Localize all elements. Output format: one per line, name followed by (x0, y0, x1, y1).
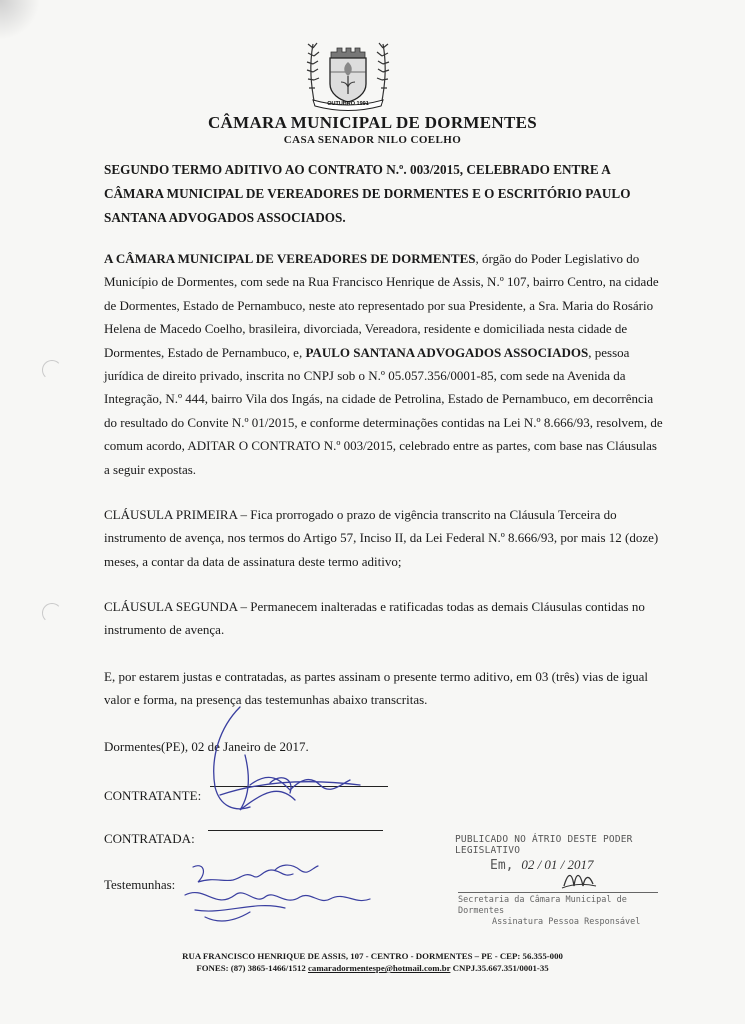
scan-shadow (0, 0, 40, 40)
document-title: SEGUNDO TERMO ADITIVO AO CONTRATO N.º. 003/2015, CELEBRADO ENTRE A CÂMARA MUNICIPAL DE VEREADORES DE DORMENTES E O ESCRITÓRIO PAULO SANTANA ADVOGADOS ASSOCIADOS. (104, 162, 631, 225)
institution-subtitle: CASA SENADOR NILO COELHO (283, 134, 462, 146)
stamp-initials-icon (560, 868, 600, 892)
contratada-label: CONTRATADA: (104, 831, 195, 846)
punch-hole (42, 360, 62, 380)
footer-contacts (0, 962, 745, 974)
footer-phones: FONES: (87) 3865-1466/1512 (196, 963, 309, 973)
clause-second: CLÁUSULA SEGUNDA – Permanecem inalteradas e ratificadas todas as demais Cláusulas contidas no instrumento de avença. (104, 599, 645, 638)
contratante-signature-icon (200, 695, 380, 845)
intro-text-part-two: , pessoa jurídica de direito privado, inscrita no CNPJ sob o N.º 05.057.356/0001-85, com sede na Avenida da Integração, N.º 444, bairro Vila dos Ingás, na cidade de Petrolina, Estado de Pernambuco, em decorrência do resultado do Convite N.º 01/2015, e conforme determinações contidas na Lei N.º 8.666/93, resolvem, de comum acordo, ADITAR O CONTRATO N.º 003/2015, celebrado entre as partes, com base nas Cláusulas a seguir expostas. (104, 344, 663, 477)
intro-paragraph (104, 247, 664, 481)
publication-stamp-title: PUBLICADO NO ÁTRIO DESTE PODER LEGISLATIVO (455, 834, 633, 856)
clause-first: CLÁUSULA PRIMEIRA – Fica prorrogado o prazo de vigência transcrito na Cláusula Terceira do instrumento de avença, nos termos do Artigo 57, Inciso II, da Lei Federal N.º 8.666/93, por mais 12 (doze) meses, a contar da data de assinatura deste termo aditivo; (104, 507, 659, 569)
seal-ribbon-text: OUTUBRO 1991 (327, 101, 369, 107)
institution-name: CÂMARA MUNICIPAL DE DORMENTES (207, 113, 538, 132)
footer-cnpj: CNPJ.35.667.351/0001-35 (450, 963, 549, 973)
closing-paragraph: E, por estarem justas e contratadas, as partes assinam o presente termo aditivo, em 03 (três) vias de igual valor e forma, na presença das testemunhas abaixo transcritas. (104, 669, 649, 708)
punch-hole (42, 603, 62, 623)
stamp-secretaria-text (458, 895, 678, 928)
stamp-secretaria-line1: Secretaria da Câmara Municipal de Dormentes (458, 895, 627, 916)
party-one-name: A CÂMARA MUNICIPAL DE VEREADORES DE DORMENTES (104, 251, 476, 266)
footer-address: RUA FRANCISCO HENRIQUE DE ASSIS, 107 - CENTRO - DORMENTES – PE - CEP: 56.355-000 (182, 951, 563, 961)
witness-signatures-icon (175, 855, 405, 935)
contratante-label: CONTRATANTE: (104, 788, 202, 803)
date-line: Dormentes(PE), 02 de Janeiro de 2017. (104, 739, 309, 754)
footer-email-link[interactable]: camaradormentespe@hotmail.com.br (308, 963, 451, 973)
contratante-row (104, 788, 201, 804)
party-two-name: PAULO SANTANA ADVOGADOS ASSOCIADOS (305, 344, 589, 360)
stamp-em-label: Em, (490, 858, 514, 873)
municipal-seal-icon (303, 36, 393, 112)
testemunhas-row (104, 877, 175, 893)
stamp-signature-line (458, 892, 658, 893)
intro-text-part-one: , órgão do Poder Legislativo do Município de Dormentes, com sede na Rua Francisco Henrique de Assis, N.º 107, bairro Centro, na cidade de Dormentes, Estado de Pernambuco, neste ato representado por sua Presidente, a Sra. Maria do Rosário Helena de Macedo Coelho, brasileira, divorciada, Vereadora, residente e domiciliada nesta cidade de Dormentes, Estado de Pernambuco, e, (104, 251, 659, 360)
footer (0, 950, 745, 974)
testemunhas-label: Testemunhas: (104, 877, 176, 892)
contratada-row (104, 831, 195, 847)
stamp-handwritten-date: 02 / 01 / 2017 (521, 857, 594, 872)
stamp-secretaria-line2: Assinatura Pessoa Responsável (492, 917, 641, 927)
